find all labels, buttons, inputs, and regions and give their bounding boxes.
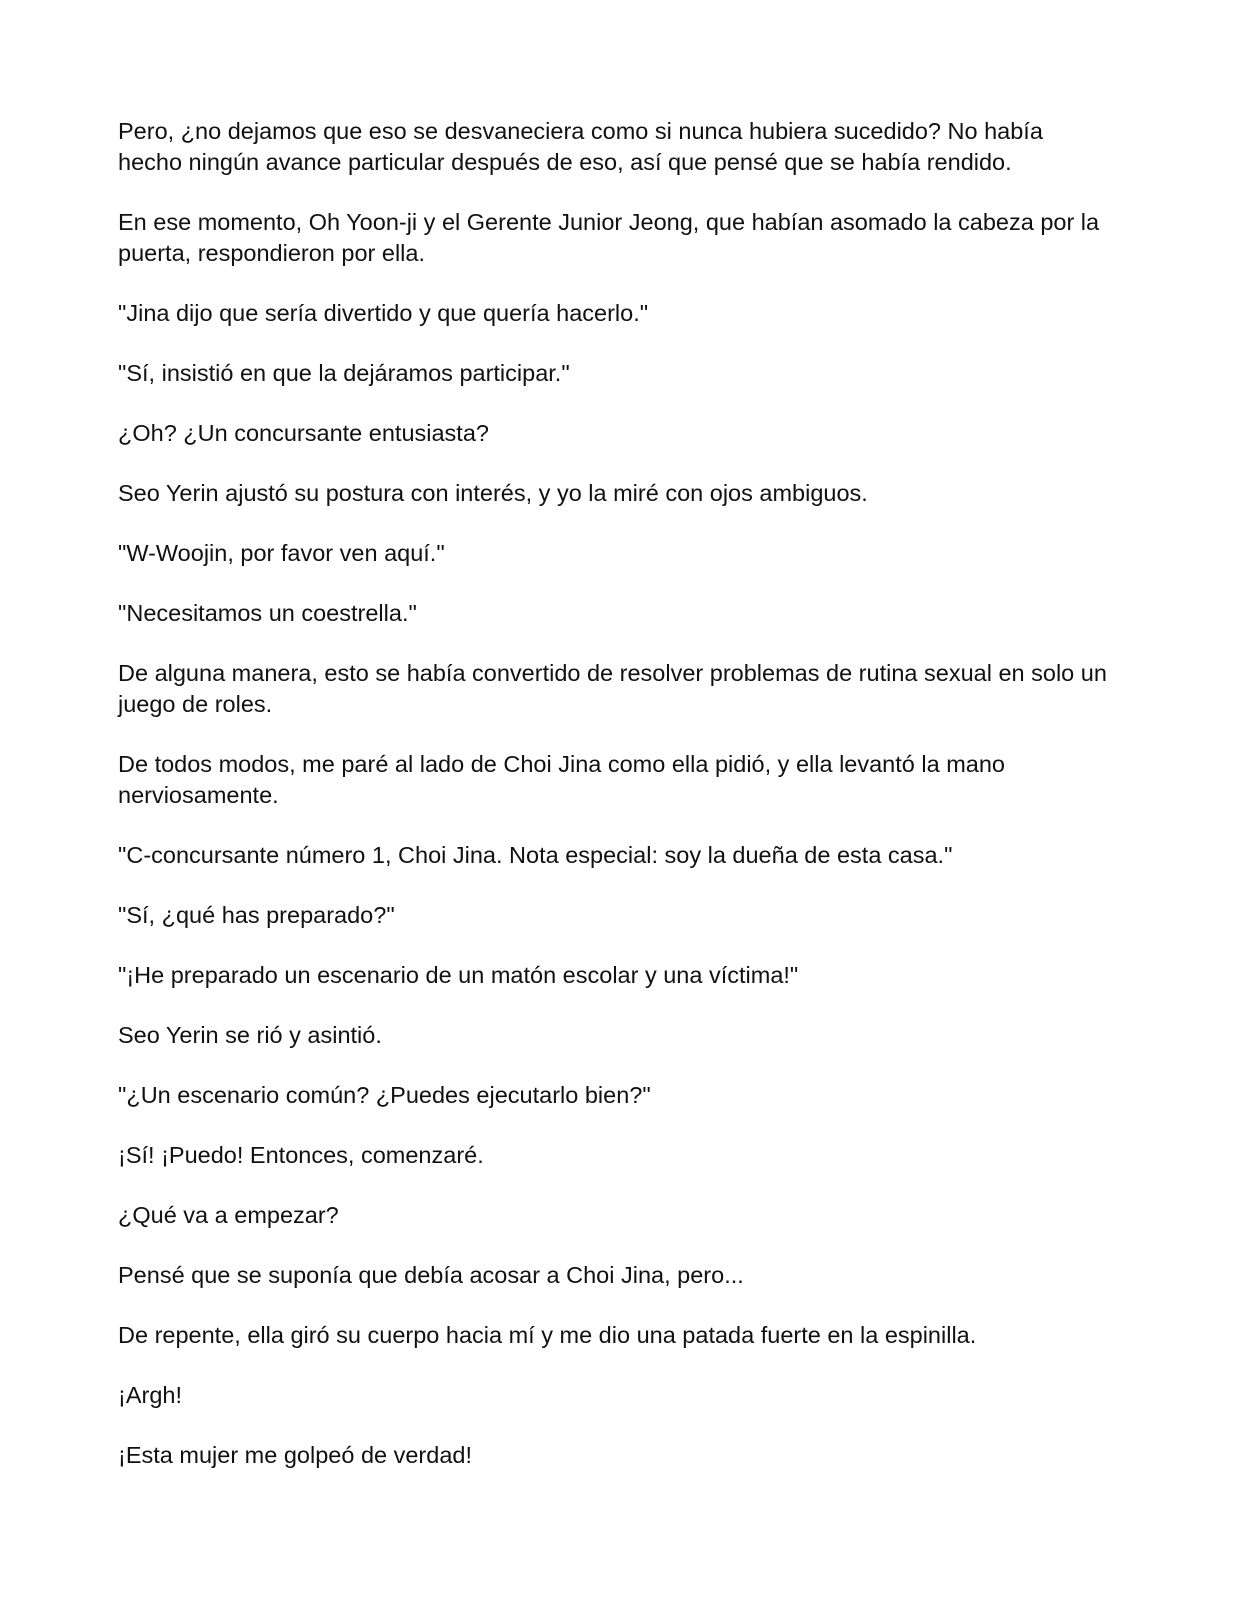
paragraph: Seo Yerin se rió y asintió.	[118, 1022, 382, 1048]
paragraph: Seo Yerin ajustó su postura con interés, y yo la miré con ojos ambiguos.	[118, 480, 868, 506]
paragraph: "¡He preparado un escenario de un matón escolar y una víctima!"	[118, 962, 799, 988]
paragraph: ¿Oh? ¿Un concursante entusiasta?	[118, 420, 489, 446]
paragraph: ¿Qué va a empezar?	[118, 1202, 339, 1228]
paragraph: De alguna manera, esto se había convertido de resolver problemas de rutina sexual en solo un juego de roles.	[118, 660, 1107, 717]
paragraph: "Sí, ¿qué has preparado?"	[118, 902, 395, 928]
document-body	[118, 116, 1108, 1500]
paragraph: "C-concursante número 1, Choi Jina. Nota especial: soy la dueña de esta casa."	[118, 842, 953, 868]
paragraph: "¿Un escenario común? ¿Puedes ejecutarlo bien?"	[118, 1082, 651, 1108]
paragraph: En ese momento, Oh Yoon-ji y el Gerente Junior Jeong, que habían asomado la cabeza por la puerta, respondieron por ella.	[118, 209, 1100, 266]
paragraph: Pensé que se suponía que debía acosar a Choi Jina, pero...	[118, 1262, 744, 1288]
paragraph: "Jina dijo que sería divertido y que quería hacerlo."	[118, 300, 649, 326]
paragraph: De repente, ella giró su cuerpo hacia mí y me dio una patada fuerte en la espinilla.	[118, 1322, 977, 1348]
paragraph: ¡Sí! ¡Puedo! Entonces, comenzaré.	[118, 1142, 484, 1168]
paragraph: ¡Argh!	[118, 1382, 182, 1408]
paragraph: "Sí, insistió en que la dejáramos participar."	[118, 360, 570, 386]
paragraph: Pero, ¿no dejamos que eso se desvaneciera como si nunca hubiera sucedido? No había hecho ningún avance particular después de eso, así que pensé que se había rendido.	[118, 118, 1043, 175]
paragraph: "Necesitamos un coestrella."	[118, 600, 417, 626]
paragraph: ¡Esta mujer me golpeó de verdad!	[118, 1442, 472, 1468]
paragraph: De todos modos, me paré al lado de Choi Jina como ella pidió, y ella levantó la mano nerviosamente.	[118, 751, 1005, 808]
paragraph: "W-Woojin, por favor ven aquí."	[118, 540, 445, 566]
